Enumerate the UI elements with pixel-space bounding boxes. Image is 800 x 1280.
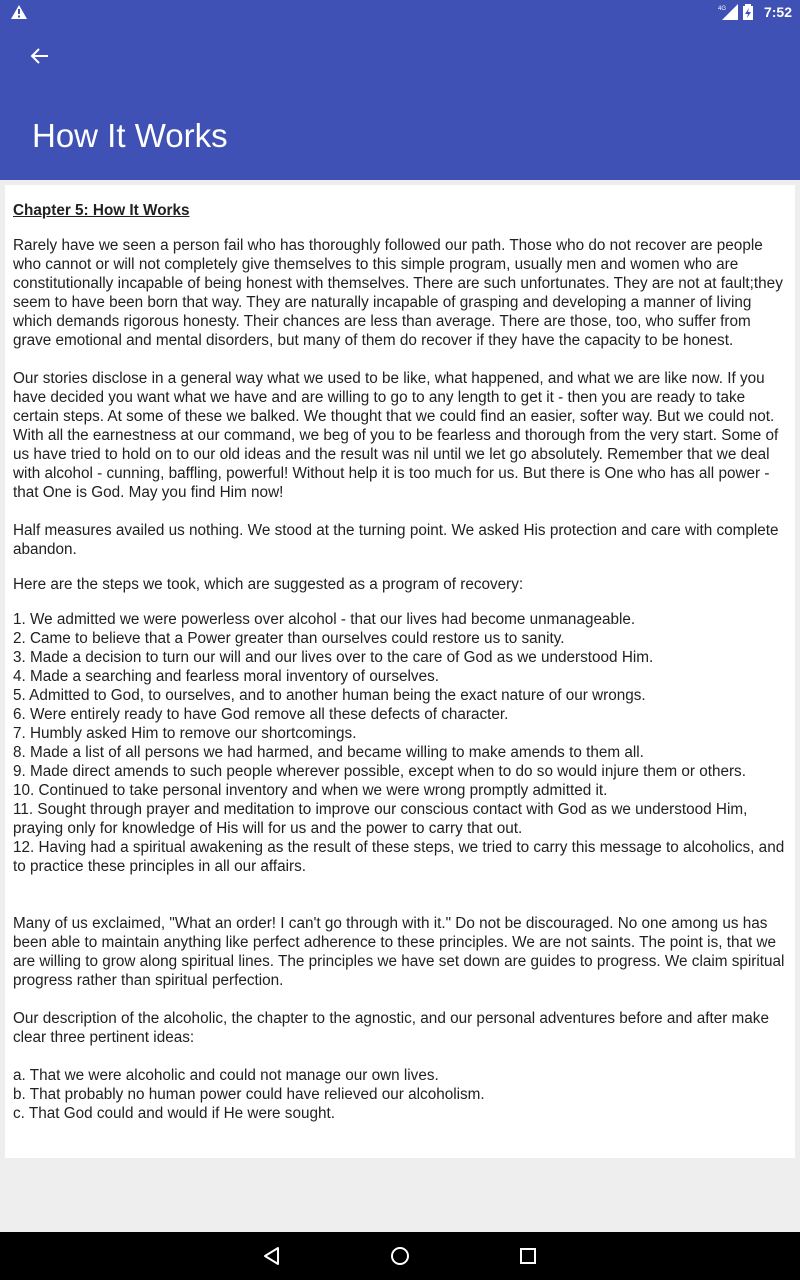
- step-item: 5. Admitted to God, to ourselves, and to another human being the exact nature of our wrongs.: [13, 687, 646, 704]
- back-triangle-icon: [262, 1246, 282, 1266]
- nav-recents-button[interactable]: [500, 1232, 556, 1280]
- status-right-group: [718, 0, 792, 24]
- battery-charging-icon: [742, 4, 754, 20]
- home-circle-icon: [390, 1246, 410, 1266]
- closing-paragraph: Many of us exclaimed, "What an order! I can't go through with it." Do not be discouraged. No one among us has been able to maintain anything like perfect adherence to these principles. We are not saints. The point is, that we are willing to grow along spiritual lines. The principles we have set down are guides to progress. We claim spiritual progress rather than spiritual perfection.: [13, 915, 785, 989]
- status-bar: [0, 0, 800, 24]
- intro-paragraph: Our stories disclose in a general way what we used to be like, what happened, and what we are like now. If you have decided you want what we have and are willing to go to any length to get it - then you are ready to take certain steps. At some of these we balked. We thought that we could find an easier, softer way. But we could not. With all the earnestness at our command, we beg of you to be fearless and thorough from the very start. Some of us have tried to hold on to our old ideas and the result was nil until we let go absolutely. Remember that we deal with alcohol - cunning, baffling, powerful! Without help it is too much for us. But there is One who has all power - that One is God. May you find Him now!: [13, 370, 779, 501]
- chapter-heading: Chapter 5: How It Works: [13, 202, 190, 219]
- steps-list: [13, 610, 787, 876]
- ideas-list: [13, 1066, 787, 1123]
- network-type-label: 4G: [717, 6, 726, 12]
- step-item: 1. We admitted we were powerless over alcohol - that our lives had become unmanageable.: [13, 611, 636, 628]
- intro-paragraph: Rarely have we seen a person fail who has thoroughly followed our path. Those who do not recover are people who cannot or will not completely give themselves to this simple program, usually men and women who are constitutionally incapable of being honest with themselves. There are such unfortunates. They are not at fault;they seem to have been born that way. They are naturally incapable of grasping and developing a manner of living which demands rigorous honesty. Their chances are less than average. There are those, too, who suffer from grave emotional and mental disorders, but many of them do recover if they have the capacity to be honest.: [13, 237, 783, 349]
- content-card[interactable]: [5, 185, 795, 1158]
- step-item: 2. Came to believe that a Power greater than ourselves could restore us to sanity.: [13, 630, 565, 647]
- step-item: 9. Made direct amends to such people wherever possible, except when to do so would injure them or others.: [13, 763, 746, 780]
- signal-icon: [718, 4, 738, 20]
- navigation-bar: [0, 1232, 800, 1280]
- step-item: 12. Having had a spiritual awakening as the result of these steps, we tried to carry this message to alcoholics, and to practice these principles in all our affairs.: [13, 839, 785, 875]
- step-item: 11. Sought through prayer and meditation to improve our conscious contact with God as we understood Him, praying only for knowledge of His will for us and the power to carry that out.: [13, 801, 748, 837]
- step-item: 10. Continued to take personal inventory and when we were wrong promptly admitted it.: [13, 782, 608, 799]
- status-time: 7:52: [763, 4, 792, 20]
- steps-intro: Here are the steps we took, which are suggested as a program of recovery:: [13, 576, 524, 593]
- step-item: 8. Made a list of all persons we had harmed, and became willing to make amends to them all.: [13, 744, 644, 761]
- warning-icon: [11, 5, 27, 19]
- closing-paragraph: Our description of the alcoholic, the chapter to the agnostic, and our personal adventures before and after make clear three pertinent ideas:: [13, 1010, 769, 1046]
- step-item: 7. Humbly asked Him to remove our shortcomings.: [13, 725, 357, 742]
- step-item: 4. Made a searching and fearless moral inventory of ourselves.: [13, 668, 439, 685]
- back-button[interactable]: [20, 36, 60, 76]
- idea-item: c. That God could and would if He were sought.: [13, 1105, 335, 1122]
- step-item: 6. Were entirely ready to have God remove all these defects of character.: [13, 706, 509, 723]
- idea-item: a. That we were alcoholic and could not manage our own lives.: [13, 1067, 439, 1084]
- nav-home-button[interactable]: [372, 1232, 428, 1280]
- step-item: 3. Made a decision to turn our will and our lives over to the care of God as we understood Him.: [13, 649, 654, 666]
- nav-back-button[interactable]: [244, 1232, 300, 1280]
- page-title: How It Works: [32, 117, 228, 154]
- arrow-back-icon: [30, 46, 50, 66]
- intro-paragraph: Half measures availed us nothing. We stood at the turning point. We asked His protection and care with complete abandon.: [13, 522, 779, 558]
- recents-square-icon: [518, 1246, 538, 1266]
- idea-item: b. That probably no human power could have relieved our alcoholism.: [13, 1086, 485, 1103]
- app-bar: [0, 24, 800, 180]
